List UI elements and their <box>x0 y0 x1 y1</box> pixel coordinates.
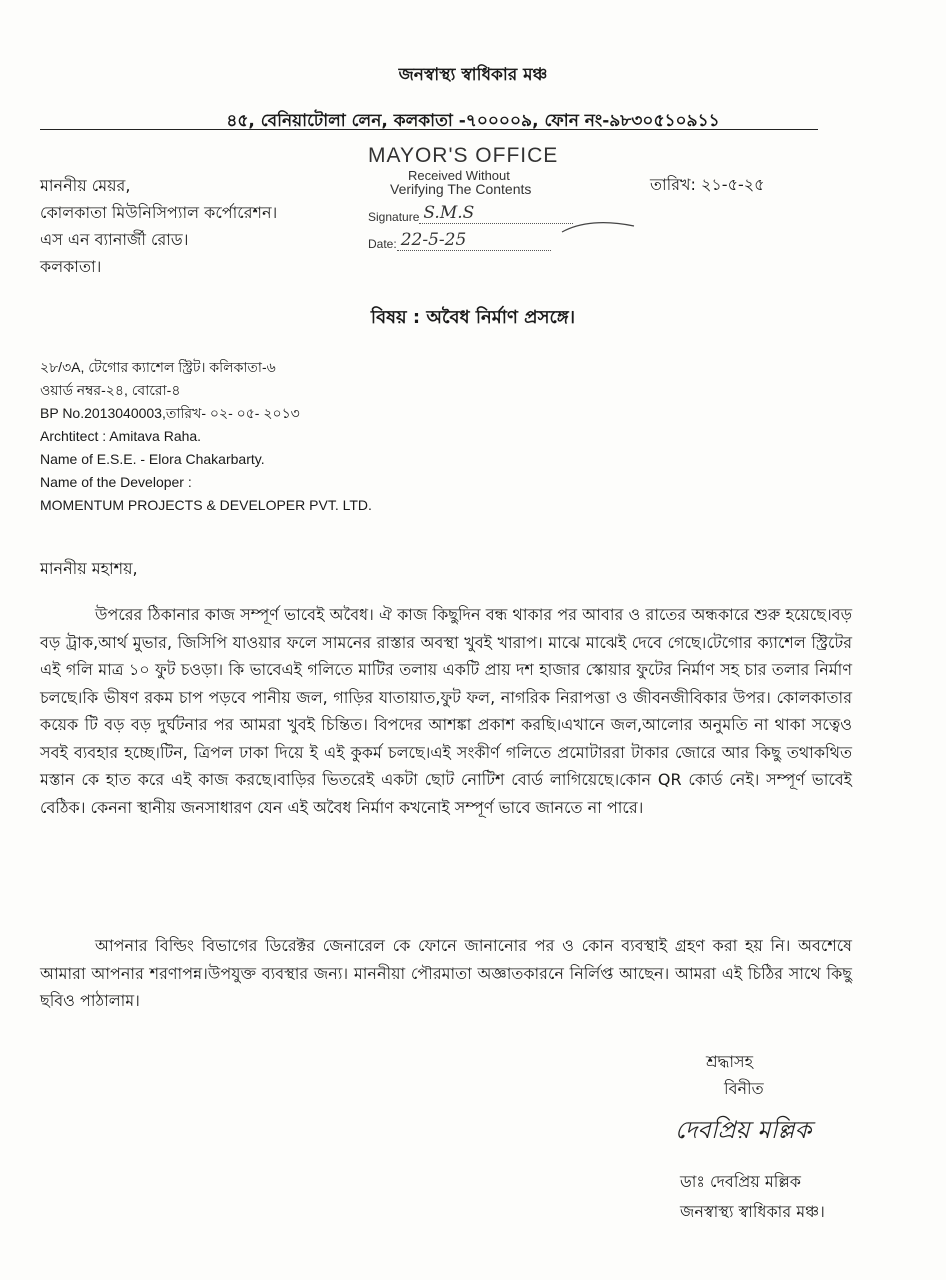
subject-line: বিষয় : অবৈধ নির্মাণ প্রসঙ্গে। <box>370 307 576 328</box>
stamp-line: Verifying The Contents <box>390 181 532 197</box>
recipient-block <box>40 172 277 280</box>
signatory-block <box>680 1167 825 1227</box>
signatory-name: ডাঃ দেবপ্রিয় মল্লিক <box>680 1172 801 1191</box>
stamp-scribble-mark <box>560 216 640 246</box>
signatory-org: জনস্বাস্থ্য স্বাধিকার মঞ্চ। <box>680 1202 825 1221</box>
letterhead-address: ৪৫, বেনিয়াটোলা লেন, কলকাতা -৭০০০০৯, ফোন নং-৯৮৩০৫১০৯১১ <box>226 111 720 131</box>
stamp-signature-label: Signature <box>368 210 420 224</box>
closing-block <box>706 1048 764 1102</box>
stamp-date-value: 22-5-25 <box>397 230 551 251</box>
stamp-title: MAYOR'S OFFICE <box>368 144 559 167</box>
reference-ward: ওয়ার্ড নম্বর-২৪, বোরো-৪ <box>40 382 181 398</box>
reference-block <box>40 356 372 517</box>
letterhead-divider <box>40 129 818 130</box>
reference-developer: MOMENTUM PROJECTS & DEVELOPER PVT. LTD. <box>40 497 372 513</box>
reference-ese: Name of E.S.E. - Elora Chakarbarty. <box>40 451 265 467</box>
reference-developer-label: Name of the Developer : <box>40 474 192 490</box>
letterhead-org-name: জনস্বাস্থ্য স্বাধিকার মঞ্চ <box>398 65 548 85</box>
recipient-line: মাননীয় মেয়র, <box>40 176 131 195</box>
stamp-line: Received Without <box>408 168 510 183</box>
stamp-date-label: Date: <box>368 237 397 251</box>
recipient-line: কলকাতা। <box>40 257 102 276</box>
recipient-line: কোলকাতা মিউনিসিপ্যাল কর্পোরেশন। <box>40 203 278 222</box>
reference-bp-number: BP No.2013040003,তারিখ- ০২- ০৫- ২০১৩ <box>40 405 300 421</box>
stamp-signature-value: S.M.S <box>419 203 573 224</box>
body-paragraph-2: আপনার বিল্ডিং বিভাগের ডিরেক্টর জেনারেল কে ফোনে জানানোর পর ও কোন ব্যবস্থাই গ্রহণ করা হয় নি। অবশেষে আমারা আপনার শরণাপন্ন।উপযুক্ত ব্যবস্থার জন্য। মাননীয়া পৌরমাতা অজ্ঞাতকারনে নির্লিপ্ত আছেন। আমরা এই চিঠির সাথে কিছু ছবিও পাঠালাম। <box>40 936 852 1010</box>
closing-regards: শ্রদ্ধাসহ <box>706 1052 753 1071</box>
reference-architect: Archtitect : Amitava Raha. <box>40 428 202 444</box>
handwritten-signature: দেবপ্রিয় মল্লিক <box>675 1116 812 1144</box>
letter-date: তারিখ: ২১-৫-২৫ <box>650 175 765 194</box>
closing-yours: বিনীত <box>724 1079 764 1098</box>
recipient-line: এস এন ব্যানার্জী রোড। <box>40 230 189 249</box>
body-paragraph-1: উপরের ঠিকানার কাজ সম্পূর্ণ ভাবেই অবৈধ। ঐ কাজ কিছুদিন বন্ধ থাকার পর আবার ও রাতের অন্ধকারে শুরু হয়েছে।বড় বড় ট্রাক,আর্থ মুভার, জিসিপি যাওয়ার ফলে সামনের রাস্তার অবস্থা খুবই খারাপ। মাঝে মাঝেই দেবে গেছে।টেগোর ক্যাশেল স্ট্রিটের এই গলি মাত্র ১০ ফুট চওড়া। কি ভাবেএই গলিতে মাটির তলায় একটি প্রায় দশ হাজার স্কোয়ার ফুটের নির্মাণ সহ চার তলার নির্মাণ চলছে।কি ভীষণ রকম চাপ পড়বে পানীয় জল, গাড়ির যাতায়াত,ফুট ফল, নাগরিক নিরাপত্তা ও জীবনজীবিকার উপর। কোলকাতার কয়েক টি বড় বড় দুর্ঘটনার পর আমরা খুবই চিন্তিত। বিপদের আশঙ্কা প্রকাশ করছি।এখানে জল,আলোর অনুমতি না থাকা সত্বেও সবই ব্যবহার হচ্ছে।টিন, ত্রিপল ঢাকা দিয়ে ই এই কুকর্ম চলছে।এই সংকীর্ণ গলিতে প্রমোটাররা টাকার জোরে আর কিছু তথাকথিত মস্তান কে হাত করে এই কাজ করছে।বাড়ির ভিতরেই একটা ছোট নোটিশ বোর্ড লাগিয়েছে।কোন QR কোর্ড নেই। সম্পূর্ণ ভাবেই বেঠিক। কেননা স্থানীয় জনসাধারণ যেন এই অবৈধ নির্মাণ কখনোই সম্পূর্ণ ভাবে জানতে না পারে। <box>40 605 852 817</box>
reference-address: ২৮/৩A, টেগোর ক্যাশেল স্ট্রিট। কলিকাতা-৬ <box>40 359 276 375</box>
salutation: মাননীয় মহাশয়, <box>40 559 138 578</box>
